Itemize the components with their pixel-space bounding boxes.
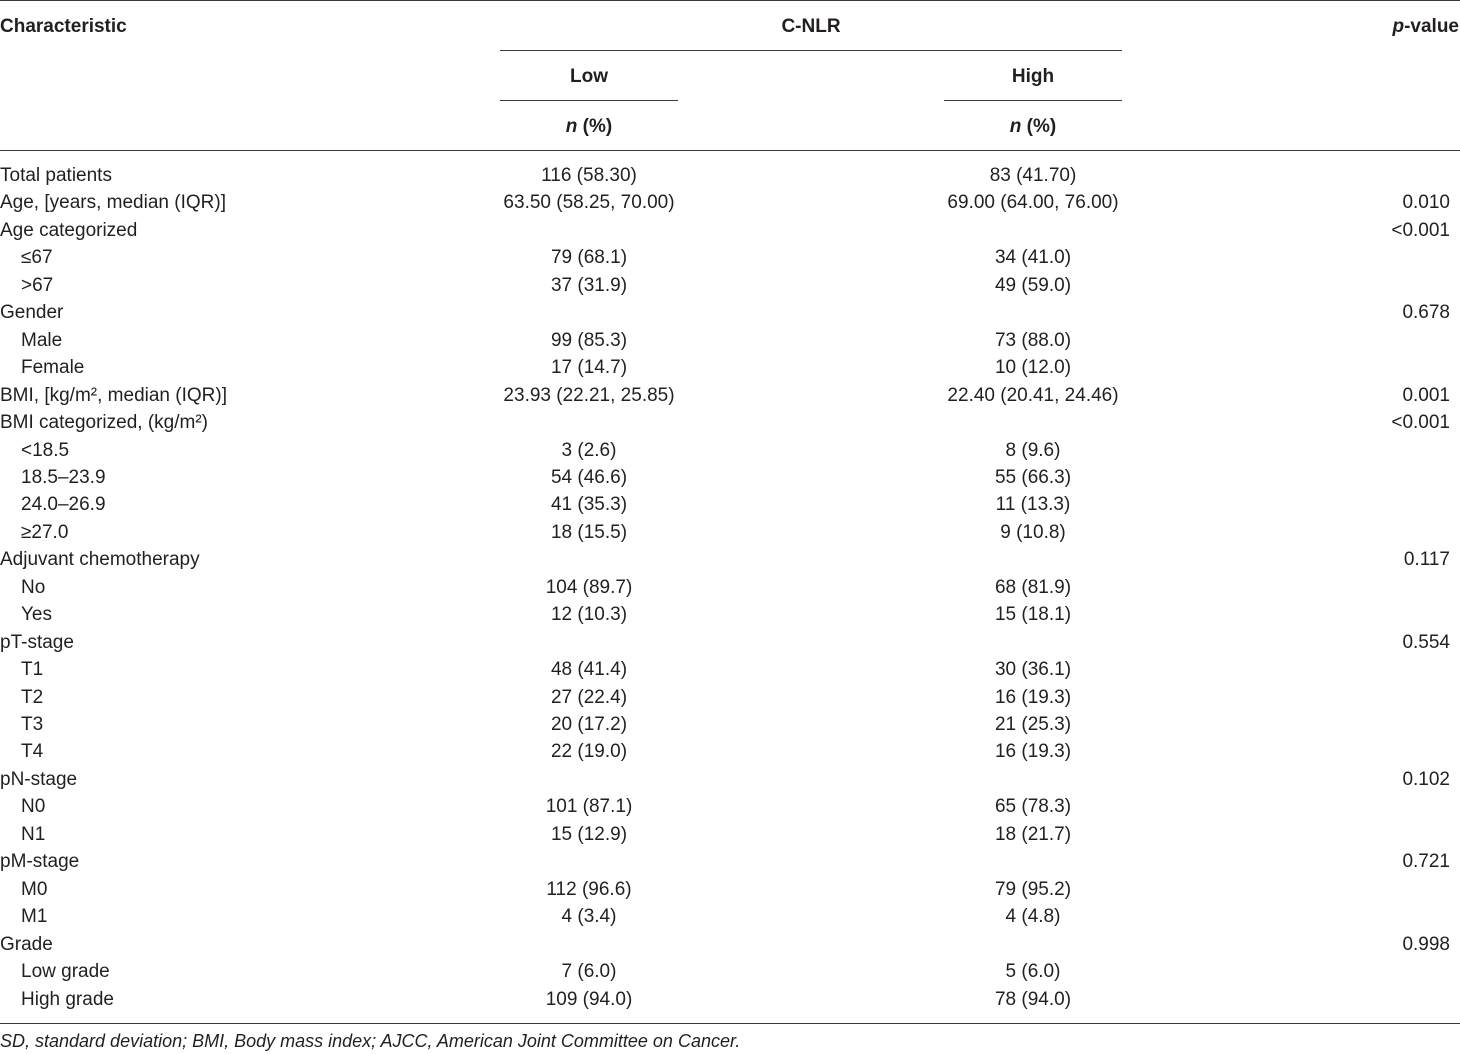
row-label: T1 (21, 659, 44, 681)
table-row (0, 244, 1460, 271)
low-value: 3 (2.6) (561, 439, 617, 461)
high-value: 30 (36.1) (994, 659, 1072, 681)
high-value: 83 (41.70) (989, 165, 1077, 186)
row-label: >67 (21, 274, 54, 296)
table-row (0, 437, 1460, 464)
low-value: 54 (46.6) (550, 466, 628, 488)
group-underline (500, 50, 1122, 51)
pct-symbol: (%) (1021, 116, 1057, 137)
row-label: ≤67 (21, 247, 53, 269)
header-high: High (1011, 66, 1055, 87)
row-label: Age categorized (0, 219, 138, 241)
row-label: M1 (21, 906, 48, 928)
high-value: 16 (19.3) (994, 741, 1072, 763)
table-row (0, 546, 1460, 573)
high-value: 65 (78.3) (994, 796, 1072, 818)
high-value: 73 (88.0) (994, 329, 1072, 351)
pct-symbol: (%) (577, 116, 613, 137)
row-label: BMI, [kg/m², median (IQR)] (0, 384, 227, 406)
low-value: 104 (89.7) (545, 576, 633, 598)
row-label: T2 (21, 686, 44, 708)
header-low: Low (570, 66, 608, 87)
high-value: 18 (21.7) (994, 823, 1072, 845)
table-row (0, 766, 1460, 793)
row-label: N0 (21, 796, 46, 818)
header-group-cnlr: C-NLR (781, 16, 841, 37)
low-value: 4 (3.4) (561, 906, 617, 928)
table-row (0, 574, 1460, 601)
table-row (0, 272, 1460, 299)
row-label: 24.0–26.9 (21, 494, 106, 516)
high-value: 10 (12.0) (994, 357, 1072, 379)
low-value: 15 (12.9) (550, 823, 628, 845)
table-row (0, 601, 1460, 628)
row-label: Yes (21, 604, 52, 626)
table-footnote: SD, standard deviation; BMI, Body mass index; AJCC, American Joint Committee on Cancer. (0, 1031, 741, 1051)
table-row (0, 711, 1460, 738)
table-row (0, 491, 1460, 518)
table-row (0, 684, 1460, 711)
table-bottom-rule (0, 1023, 1460, 1024)
header-high-n-pct (1010, 116, 1056, 138)
p-value: 0.010 (1402, 192, 1450, 214)
high-value: 9 (10.8) (1000, 521, 1066, 543)
high-underline (944, 100, 1122, 101)
row-label: Low grade (21, 961, 110, 983)
n-symbol: n (1009, 116, 1022, 137)
table-row (0, 821, 1460, 848)
high-value: 15 (18.1) (994, 604, 1072, 626)
row-label: <18.5 (21, 439, 70, 461)
row-label: ≥27.0 (21, 521, 69, 543)
low-value: 12 (10.3) (550, 604, 628, 626)
low-value: 7 (6.0) (561, 961, 617, 983)
table-row (0, 876, 1460, 903)
low-value: 20 (17.2) (550, 714, 628, 735)
header-pvalue-rest: -value (1404, 16, 1459, 37)
row-label: T4 (21, 741, 44, 763)
high-value: 68 (81.9) (994, 576, 1072, 598)
low-value: 116 (58.30) (541, 165, 637, 186)
low-value: 41 (35.3) (550, 494, 628, 516)
high-value: 78 (94.0) (994, 988, 1072, 1010)
row-label: High grade (21, 988, 114, 1010)
table-row (0, 848, 1460, 875)
high-value: 16 (19.3) (994, 686, 1072, 708)
table-row (0, 299, 1460, 326)
low-value: 112 (96.6) (546, 878, 632, 900)
header-characteristic: Characteristic (0, 16, 127, 37)
p-value: 0.117 (1403, 549, 1450, 571)
row-label: Total patients (0, 165, 112, 186)
low-value: 109 (94.0) (545, 988, 633, 1010)
low-value: 17 (14.7) (550, 357, 628, 379)
low-value: 37 (31.9) (550, 274, 628, 296)
high-value: 11 (13.3) (995, 494, 1071, 516)
row-label: pN-stage (0, 768, 78, 790)
p-value: <0.001 (1391, 219, 1450, 241)
table-row (0, 519, 1460, 546)
low-value: 22 (19.0) (550, 741, 628, 763)
low-value: 18 (15.5) (550, 521, 628, 543)
high-value: 22.40 (20.41, 24.46) (947, 384, 1119, 406)
low-value: 101 (87.1) (545, 796, 633, 818)
table-row (0, 409, 1460, 436)
header-pvalue (1392, 16, 1459, 38)
header-low-n-pct (566, 116, 612, 138)
table-row (0, 464, 1460, 491)
p-value: <0.001 (1391, 412, 1450, 434)
table-row (0, 629, 1460, 656)
low-underline (500, 100, 678, 101)
row-label: Grade (0, 933, 53, 955)
table-row (0, 738, 1460, 765)
table-row (0, 382, 1460, 409)
table-row (0, 793, 1460, 820)
p-value: 0.102 (1402, 768, 1450, 790)
row-label: Female (21, 357, 85, 379)
p-value: 0.554 (1402, 631, 1450, 653)
table-row (0, 958, 1460, 985)
table-row (0, 189, 1460, 216)
low-value: 23.93 (22.21, 25.85) (503, 384, 675, 406)
table-row (0, 903, 1460, 930)
p-value: 0.721 (1402, 851, 1450, 873)
table-top-rule (0, 0, 1460, 1)
row-label: T3 (21, 714, 44, 735)
high-value: 55 (66.3) (994, 466, 1072, 488)
high-value: 21 (25.3) (994, 714, 1072, 735)
table-row (0, 354, 1460, 381)
row-label: Male (21, 329, 63, 351)
n-symbol: n (565, 116, 578, 137)
row-label: Age, [years, median (IQR)] (0, 192, 226, 214)
row-label: M0 (21, 878, 48, 900)
table-row (0, 986, 1460, 1013)
table-row (0, 217, 1460, 244)
row-label: 18.5–23.9 (21, 466, 106, 488)
high-value: 8 (9.6) (1005, 439, 1061, 461)
table-row (0, 931, 1460, 958)
high-value: 79 (95.2) (994, 878, 1072, 900)
p-value: 0.678 (1402, 302, 1450, 324)
row-label: pT-stage (0, 631, 74, 653)
p-value: 0.001 (1402, 384, 1450, 406)
table-row (0, 656, 1460, 683)
high-value: 4 (4.8) (1005, 906, 1061, 928)
low-value: 63.50 (58.25, 70.00) (503, 192, 675, 214)
high-value: 34 (41.0) (994, 247, 1072, 269)
row-label: BMI categorized, (kg/m²) (0, 412, 208, 434)
high-value: 5 (6.0) (1005, 961, 1061, 983)
header-bottom-rule (0, 150, 1460, 151)
p-value: 0.998 (1402, 933, 1450, 955)
low-value: 48 (41.4) (550, 659, 628, 681)
high-value: 49 (59.0) (994, 274, 1072, 296)
low-value: 79 (68.1) (550, 247, 628, 269)
table-row (0, 327, 1460, 354)
row-label: Adjuvant chemotherapy (0, 549, 200, 571)
low-value: 99 (85.3) (550, 329, 628, 351)
table-row (0, 162, 1460, 189)
row-label: No (21, 576, 46, 598)
row-label: Gender (0, 302, 64, 324)
row-label: pM-stage (0, 851, 80, 873)
low-value: 27 (22.4) (550, 686, 628, 708)
high-value: 69.00 (64.00, 76.00) (947, 192, 1119, 214)
row-label: N1 (21, 823, 46, 845)
header-pvalue-p: p (1392, 16, 1405, 37)
